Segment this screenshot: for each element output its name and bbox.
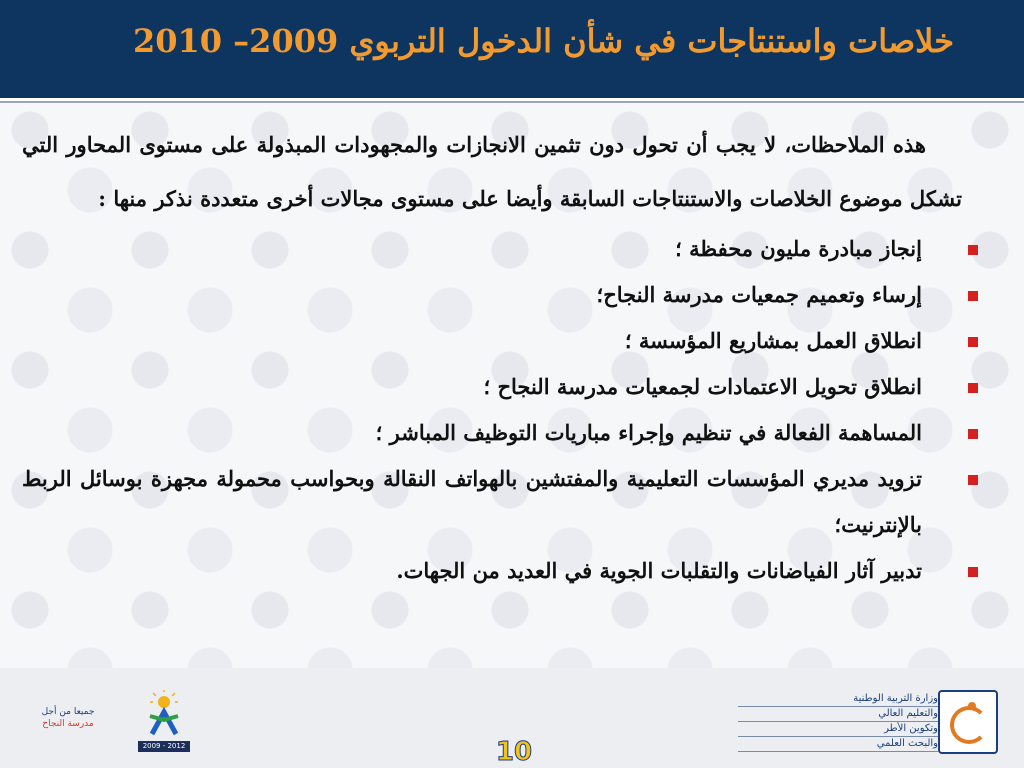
years-badge: 2009 - 2012	[138, 741, 190, 752]
title-bar	[0, 0, 1024, 101]
ministry-name: وزارة التربية الوطنية والتعليم العالي وتكوين الأطر والبحث العلمي	[738, 692, 938, 752]
intro-paragraph: هذه الملاحظات، لا يجب أن تحول دون تثمين الانجازات والمجهودات المبذولة على مستوى المحاور التي تشكل موضوع الخلاصات والاستنتاجات السابقة وأيضا على مستوى مجالات أخرى متعددة نذكر منها :	[22, 132, 962, 211]
bullet-square-icon	[968, 475, 978, 485]
najah-school-logo: جميعا من أجل مدرسة النجاح	[41, 707, 95, 729]
bullet-square-icon	[968, 429, 978, 439]
bullet-item: انطلاق العمل بمشاريع المؤسسة ؛	[22, 318, 962, 364]
bullet-square-icon	[968, 567, 978, 577]
ministry-emblem-icon	[938, 690, 998, 754]
slide-title: خلاصات واستنتاجات في شأن الدخول التربوي 2009– 2010	[132, 22, 954, 60]
bullet-item: انطلاق تحويل الاعتمادات لجمعيات مدرسة النجاح ؛	[22, 364, 962, 410]
bullet-item: تدبير آثار الفياضانات والتقلبات الجوية في العديد من الجهات.	[22, 548, 962, 594]
star-figure-icon	[138, 690, 190, 740]
bullet-square-icon	[968, 337, 978, 347]
bullet-square-icon	[968, 383, 978, 393]
bullet-item: إنجاز مبادرة مليون محفظة ؛	[22, 226, 962, 272]
bullet-square-icon	[968, 291, 978, 301]
slide-body	[22, 118, 962, 594]
page-number: 10	[495, 737, 533, 767]
bullet-list	[22, 226, 962, 594]
bullet-square-icon	[968, 245, 978, 255]
bullet-item: تزويد مديري المؤسسات التعليمية والمفتشين بالهواتف النقالة وبحواسب محمولة مجهزة بوسائل الربط بالإنترنيت؛	[22, 456, 962, 548]
bullet-item: إرساء وتعميم جمعيات مدرسة النجاح؛	[22, 272, 962, 318]
emergency-plan-logo	[138, 690, 190, 752]
bullet-item: المساهمة الفعالة في تنظيم وإجراء مباريات التوظيف المباشر ؛	[22, 410, 962, 456]
